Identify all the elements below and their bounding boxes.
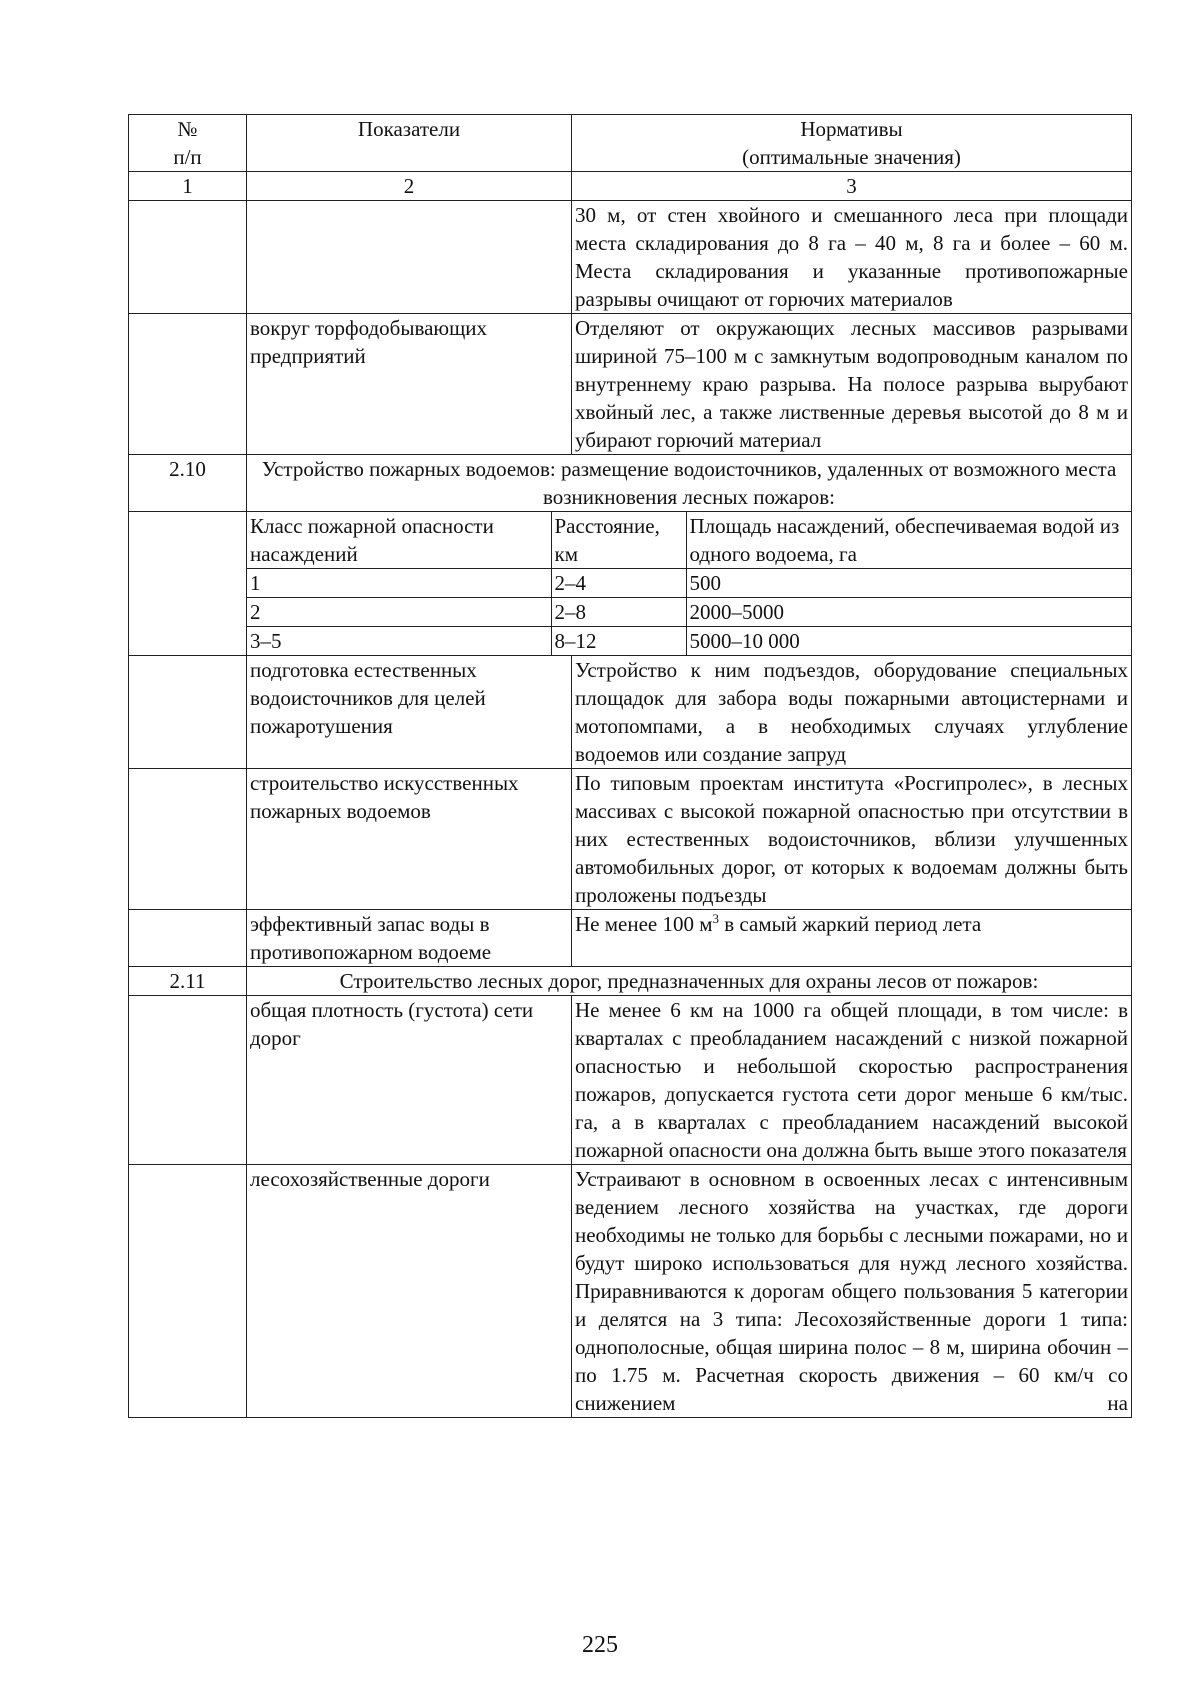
header-norms-title: Нормативы bbox=[800, 117, 903, 141]
table-header-row bbox=[129, 115, 1132, 172]
header-norms-cell bbox=[572, 115, 1132, 172]
peat-text: Отделяют от окружающих лесных массивов разрывами шириной 75–100 м с замкнутым водопроводным каналом по внутреннему краю разрыва. На полосе разрыва вырубают хвойный лес, а также лиственные деревья высотой до 8 м и убирают горючий материал bbox=[572, 314, 1132, 455]
column-number-1: 1 bbox=[129, 172, 247, 201]
header-number-cell bbox=[129, 115, 247, 172]
section-title-2-10: Устройство пожарных водоемов: размещение водоисточников, удаленных от возможного места возникновения лесных пожаров: bbox=[247, 455, 1132, 512]
empty-cell bbox=[129, 656, 247, 769]
subtable-header-class: Класс пожарной опасности насаждений bbox=[247, 512, 551, 569]
subtable-cell: 1 bbox=[247, 569, 551, 598]
empty-cell bbox=[129, 996, 247, 1165]
empty-cell bbox=[129, 769, 247, 910]
section-number-2-10: 2.10 bbox=[129, 455, 247, 512]
water-reserve-label: эффективный запас воды в противопожарном водоеме bbox=[247, 910, 572, 967]
section-number-2-11: 2.11 bbox=[129, 967, 247, 996]
road-density-text: Не менее 6 км на 1000 га общей площади, в том числе: в кварталах с преобладанием насаждений с низкой пожарной опасностью и небольшой скоростью распространения пожаров, допускается густота сети дорог меньше 6 км/тыс. га, а в кварталах с преобладанием насаждений высокой пожарной опасности она должна быть выше этого показателя bbox=[572, 996, 1132, 1165]
subtable-row bbox=[247, 569, 1131, 598]
table-row bbox=[129, 910, 1132, 967]
table-row bbox=[129, 512, 1132, 656]
artificial-reservoirs-text: По типовым проектам института «Росгипролес», в лесных массивах с высокой пожарной опасностью при отсутствии в них естественных водоисточников, вблизи улучшенных автомобильных дорог, от которых к водоемам должны быть проложены подъезды bbox=[572, 769, 1132, 910]
cubic-superscript: 3 bbox=[712, 911, 720, 926]
section-title-2-11: Строительство лесных дорог, предназначенных для охраны лесов от пожаров: bbox=[247, 967, 1132, 996]
water-reserve-text bbox=[572, 910, 1132, 967]
subtable-cell: 500 bbox=[686, 569, 1131, 598]
water-reserve-period: в самый жаркий период лета bbox=[719, 912, 982, 936]
column-number-2: 2 bbox=[247, 172, 572, 201]
table-row bbox=[129, 201, 1132, 314]
subtable-row bbox=[247, 627, 1131, 656]
table-row bbox=[129, 996, 1132, 1165]
table-row bbox=[129, 1165, 1132, 1418]
header-number-abbr: п/п bbox=[173, 145, 202, 169]
subtable-cell: 5000–10 000 bbox=[686, 627, 1131, 656]
table-row bbox=[129, 656, 1132, 769]
subtable-cell: 2000–5000 bbox=[686, 598, 1131, 627]
column-number-row bbox=[129, 172, 1132, 201]
road-density-label: общая плотность (густота) сети дорог bbox=[247, 996, 572, 1165]
subtable-header-area: Площадь насаждений, обеспечиваемая водой из одного водоема, га bbox=[686, 512, 1131, 569]
table-row bbox=[129, 314, 1132, 455]
column-number-3: 3 bbox=[572, 172, 1132, 201]
norms-table bbox=[128, 114, 1132, 1418]
continuation-text: 30 м, от стен хвойного и смешанного леса при площади места складирования до 8 га – 40 м, 8 га и более – 60 м. Места складирования и указанные противопожарные разрывы очищают от горючих материалов bbox=[572, 201, 1132, 314]
subtable-cell: 3–5 bbox=[247, 627, 551, 656]
empty-cell bbox=[247, 201, 572, 314]
subtable-row bbox=[247, 598, 1131, 627]
empty-cell bbox=[129, 910, 247, 967]
water-source-subtable bbox=[247, 512, 1131, 655]
subtable-cell: 2–4 bbox=[551, 569, 686, 598]
header-number-sign: № bbox=[177, 117, 198, 141]
peat-label: вокруг торфодобывающих предприятий bbox=[247, 314, 572, 455]
section-row bbox=[129, 967, 1132, 996]
water-reserve-amount: Не менее 100 м bbox=[575, 912, 713, 936]
section-row bbox=[129, 455, 1132, 512]
natural-sources-label: подготовка естественных водоисточников для целей пожаротушения bbox=[247, 656, 572, 769]
empty-cell bbox=[129, 314, 247, 455]
table-row bbox=[129, 769, 1132, 910]
empty-cell bbox=[129, 1165, 247, 1418]
empty-cell bbox=[129, 201, 247, 314]
subtable-cell: 2–8 bbox=[551, 598, 686, 627]
header-norms-subtitle: (оптимальные значения) bbox=[742, 145, 961, 169]
header-indicators: Показатели bbox=[247, 115, 572, 172]
natural-sources-text: Устройство к ним подъездов, оборудование специальных площадок для забора воды пожарными автоцистернами и мотопомпами, а в необходимых случаях углубление водоемов или создание запруд bbox=[572, 656, 1132, 769]
artificial-reservoirs-label: строительство искусственных пожарных водоемов bbox=[247, 769, 572, 910]
empty-cell bbox=[129, 512, 247, 656]
page-number: 225 bbox=[582, 1632, 618, 1658]
forestry-roads-label: лесохозяйственные дороги bbox=[247, 1165, 572, 1418]
forestry-roads-text: Устраивают в основном в освоенных лесах с интенсивным ведением лесного хозяйства на участках, где дороги необходимы не только для борьбы с лесными пожарами, но и будут широко использоваться для нужд лесного хозяйства. Приравниваются к дорогам общего пользования 5 категории и делятся на 3 типа: Лесохозяйственные дороги 1 типа: однополосные, общая ширина полос – 8 м, ширина обочин – по 1.75 м. Расчетная скорость движения – 60 км/ч со снижением на bbox=[572, 1165, 1132, 1418]
subtable-header-row bbox=[247, 512, 1131, 569]
subtable-header-distance: Расстояние, км bbox=[551, 512, 686, 569]
subtable-cell: 8–12 bbox=[551, 627, 686, 656]
subtable-cell: 2 bbox=[247, 598, 551, 627]
water-source-subtable-cell bbox=[247, 512, 1132, 656]
